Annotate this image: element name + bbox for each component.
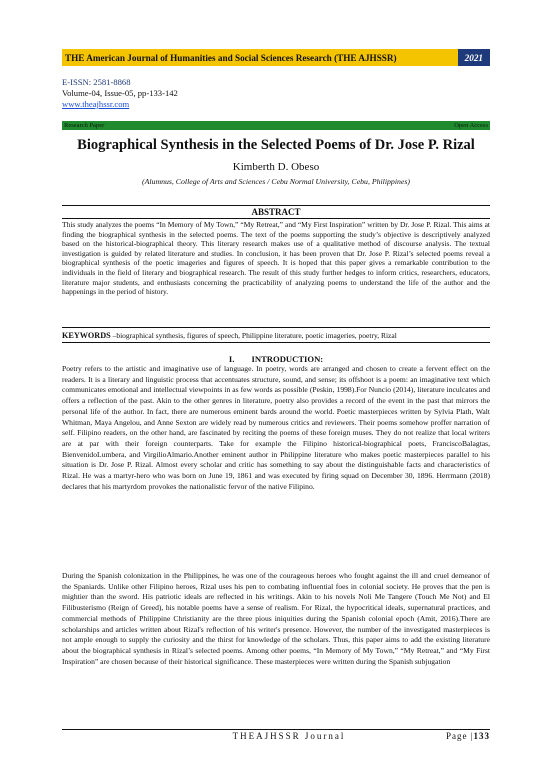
journal-title: THE American Journal of Humanities and Social Sciences Research (THE AJHSSR)	[65, 52, 397, 63]
keywords-text: –biographical synthesis, figures of speech, Philippine literature, poetic imageries, poetry, Rizal	[110, 331, 397, 340]
page-footer	[62, 731, 490, 741]
eissn: E-ISSN: 2581-8868	[62, 77, 131, 87]
paper-title: Biographical Synthesis in the Selected Poems of Dr. Jose P. Rizal	[77, 137, 475, 153]
abstract-rule-top	[62, 205, 490, 206]
section-heading-introduction: I. INTRODUCTION:	[228, 354, 324, 364]
footer-rule	[62, 729, 490, 730]
body-paragraph-1: Poetry refers to the artistic and imaginative use of language. In poetry, words are arranged and chosen to create a fervent effect on the readers. It is a literary and linguistic process that accentuates structure, sound, and sense; its offshoot is a poem: an imaginative text which communicates emotional and intellectual viewpoints in as few words as possible (Peskin, 1998).For Nuncio (2014), literature inculcates and offers a reflection of the past. Akin to the other genres in literature, poetry also provides a record of the event in the past that mirrors the personal life of the author. In fact, there are numerous eminent bards around the world. Poetic masterpieces written by Sylvia Plath, Walt Whitman, Maya Angelou, and Anne Sexton are widely read by numerous critics and reviewers. Their poems somehow proffer narration of self. Filipino readers, on the other hand, are fascinated by reciting the poems of these foreign muses. They do not realize that local writers are at par with their foreign counterparts. Take for example the Filipino historical-biographical poets, FranciscoBalagtas, BienvenidoLumbera, and VirgilioAlmario.Another eminent author in Philippine literature who makes poetic masterpieces parallel to his situation is Dr. Jose P. Rizal. Almost every scholar and critic has something to say about the distinguishable facts and characteristics of Rizal. He was a martyr-hero who was born on June 19, 1861 and was executed by firing squad on December 30, 1896. Herrmann (2018) declares that his martyrdom provokes the nationalistic fervor of the native Filipino.	[62, 364, 490, 491]
journal-header-bar	[62, 49, 490, 66]
abstract-rule-mid	[62, 218, 490, 219]
footer-journal: THEAJHSSR Journal	[232, 731, 346, 741]
keywords-label: KEYWORDS	[62, 331, 111, 340]
abstract-heading: ABSTRACT	[251, 207, 301, 217]
journal-year: 2021	[458, 49, 490, 66]
footer-page	[446, 731, 490, 741]
journal-meta	[62, 77, 178, 110]
author-affiliation: (Alumnus, College of Arts and Sciences / Cebu Normal University, Cebu, Philippines)	[142, 177, 410, 186]
paper-type: Research Paper	[64, 122, 105, 129]
abstract-rule-bottom	[62, 327, 490, 328]
footer-page-number: 133	[473, 731, 490, 741]
volume-issue: Volume-04, Issue-05, pp-133-142	[62, 88, 178, 98]
paper-type-bar	[62, 121, 490, 130]
body-paragraph-2: During the Spanish colonization in the Philippines, he was one of the courageous heroes who fought against the ill and cruel demeanor of the Spaniards. Unlike other Filipino heroes, Rizal uses his pen to combating influential foes in colonial society. He proves that the pen is mightier than the sword. His patriotic ideals are reflected in his writings. Akin to his novels Noli Me Tangere (Touch Me Not) and El Filibusterismo (Reign of Greed), his notable poems have a sense of realism. For Rizal, the hypocritical ideals, supernatural practices, and commercial methods of Philippine Christianity are the three pious iniquities during the Spanish colonial epoch (Amit, 2016).There are scholarships and articles written about Rizal's reflection of his writer's presence. However, the number of the investigated masterpieces is not ample enough to supply the curiosity and the thirst for knowledge of the scholars. Thus, this paper aims to add the existing literature about the biographical synthesis in Rizal’s selected poems. Among other poems, “In Memory of My Town,” “My Retreat,” and “My First Inspiration” are chosen because of their historical significance. These masterpieces were written during the Spanish subjugation	[62, 571, 490, 666]
keywords-rule	[62, 342, 490, 343]
footer-page-label: Page |	[445, 731, 474, 741]
author-name: Kimberth D. Obeso	[232, 161, 320, 173]
keywords-line	[62, 331, 490, 340]
access-type: Open Access	[454, 122, 488, 129]
journal-website-link[interactable]: www.theajhssr.com	[62, 99, 130, 109]
abstract-body: This study analyzes the poems “In Memory of My Town,” “My Retreat,” and “My First Inspiration” written by Dr. Jose P. Rizal. This aims at finding the biographical synthesis in the selected poems. The text of the poems supporting the study’s objective is descriptively analyzed based on the historical-biographical theory. This literary research makes use of a qualitative method of discourse analysis. The textual investigation is guided by related literature and studies. In conclusion, it has been proven that Dr. Jose P. Rizal’s selected poems reveal a biographical synthesis of the poetic imageries and figures of speech. It is hoped that this paper gives a remarkable contribution to the individuals in the field of literary and biographical research. The result of this study further hedges to inform critics, researchers, educators, literature major students, and enthusiasts concerning the practicability of analyzing poems to understand the life of the author and the happenings in the period of history.	[62, 220, 490, 297]
